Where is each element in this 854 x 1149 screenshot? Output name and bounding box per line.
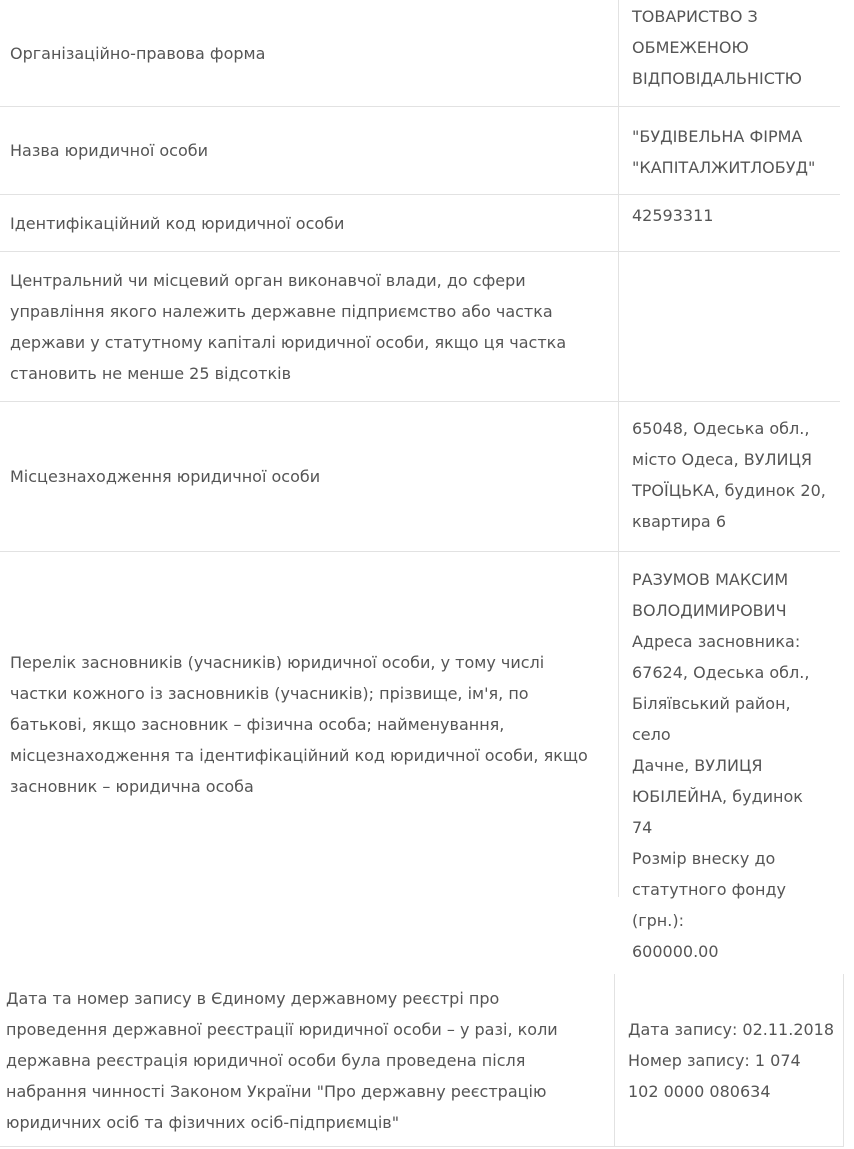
table-row-legal-form (0, 0, 840, 107)
row-label (0, 552, 619, 897)
row-value (619, 252, 840, 401)
label-text: Організаційно-правова форма (10, 43, 266, 63)
value-text: 42593311 (632, 206, 714, 225)
value-text: "БУДІВЕЛЬНА ФІРМА "КАПІТАЛЖИТЛОБУД" (632, 127, 816, 177)
row-label (0, 974, 615, 1146)
value-text: РАЗУМОВ МАКСИМ ВОЛОДИМИРОВИЧ Адреса засновника: 67624, Одеська обл., Біляївський район, село Дачне, ВУЛИЦЯ ЮБІЛЕЙНА, будинок 74 Розмір внеску до статутного фонду (грн.): 600000.00 (632, 570, 810, 961)
table-row-location (0, 402, 840, 552)
value-text: ТОВАРИСТВО З ОБМЕЖЕНОЮ ВІДПОВІДАЛЬНІСТЮ (632, 7, 802, 88)
table-row-registration (0, 974, 844, 1147)
row-value (619, 195, 840, 251)
label-text: Назва юридичної особи (10, 141, 209, 160)
label-text: Місцезнаходження юридичної особи (10, 467, 321, 486)
row-value (615, 974, 844, 1146)
value-text: Дата запису: 02.11.2018 Номер запису: 1 074 102 0000 080634 (628, 1019, 835, 1101)
row-label (0, 402, 619, 551)
table-row-founders (0, 552, 840, 961)
row-label (0, 107, 619, 194)
row-label (0, 0, 619, 106)
row-value (619, 0, 840, 106)
label-text: Центральний чи місцевий орган виконавчої влади, до сфери управління якого належить державне підприємство або частка держави у статутному капіталі юридичної особи, якщо ця частка становить не менше 25 відсотків (10, 270, 567, 383)
label-text: Перелік засновників (учасників) юридичної особи, у тому числі частки кожного із засновників (учасників); прізвище, ім'я, по батькові, якщо засновник – фізична особа; найменування, місцезнаходження та ідентифікаційний код юридичної особи, якщо засновник – юридична особа (10, 653, 588, 796)
value-text: 65048, Одеська обл., місто Одеса, ВУЛИЦЯ ТРОЇЦЬКА, будинок 20, квартира 6 (632, 419, 826, 531)
table-row-authority (0, 252, 840, 402)
row-value (619, 107, 840, 194)
table-row-id-code (0, 195, 840, 252)
label-text: Ідентифікаційний код юридичної особи (10, 213, 345, 233)
label-text: Дата та номер запису в Єдиному державному реєстрі про проведення державної реєстрації юридичної особи – у разі, коли державна реєстрація юридичної особи була проведена після набрання чинності Законом України "Про державну реєстрацію юридичних осіб та фізичних осіб-підприємців" (6, 988, 558, 1132)
table-row-company-name (0, 107, 840, 195)
row-value (619, 402, 840, 551)
registration-table (0, 974, 844, 1147)
row-label (0, 252, 619, 401)
row-value (619, 552, 840, 961)
row-label (0, 195, 619, 251)
